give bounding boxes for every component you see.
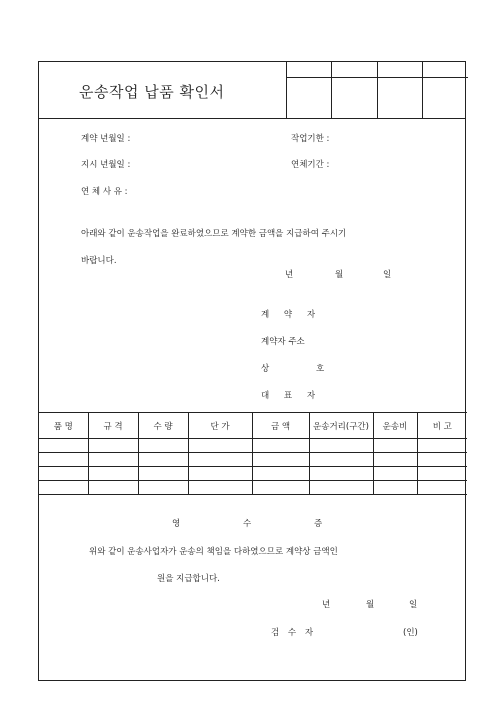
table-cell — [138, 467, 188, 481]
date-year: 년 — [285, 270, 294, 280]
items-table — [39, 412, 467, 495]
table-cell — [88, 481, 138, 495]
table-cell — [39, 439, 88, 453]
table-cell — [309, 439, 373, 453]
form-title: 운송작업 납품 확인서 — [79, 83, 225, 101]
receipt-title-char-3: 증 — [314, 519, 323, 529]
table-cell — [188, 467, 252, 481]
delay-period-label: 연체기간 : — [291, 160, 330, 170]
contractor-label: 계 약 자 — [261, 310, 322, 320]
request-text-line2: 바랍니다. — [81, 256, 117, 266]
order-date-label: 지시 년월일 : — [81, 160, 131, 170]
approval-cell — [287, 78, 332, 118]
table-row — [39, 439, 467, 453]
receipt-title-char-1: 영 — [172, 519, 181, 529]
table-cell — [373, 439, 417, 453]
table-cell — [39, 467, 88, 481]
table-cell — [417, 481, 467, 495]
table-cell — [188, 439, 252, 453]
table-cell — [188, 453, 252, 467]
table-cell — [252, 467, 309, 481]
table-cell — [417, 453, 467, 467]
contract-date-label: 계약 년월일 : — [81, 134, 131, 144]
approval-cell — [423, 62, 468, 78]
table-cell — [39, 453, 88, 467]
table-row — [39, 453, 467, 467]
table-cell — [252, 453, 309, 467]
confirmation-form — [38, 61, 466, 681]
col-header-amount: 금 액 — [252, 413, 309, 439]
table-cell — [309, 467, 373, 481]
col-header-unit-price: 단 가 — [188, 413, 252, 439]
approval-box — [286, 62, 468, 118]
col-header-remarks: 비 고 — [417, 413, 467, 439]
contractor-address-label: 계약자 주소 — [261, 337, 305, 347]
table-cell — [188, 481, 252, 495]
company-name-label-2: 호 — [316, 364, 325, 374]
table-cell — [88, 467, 138, 481]
table-cell — [39, 481, 88, 495]
approval-cell — [423, 78, 468, 118]
header-divider — [39, 118, 465, 119]
receipt-text-line2: 원을 지급합니다. — [157, 574, 220, 584]
approval-cell — [332, 62, 378, 78]
table-cell — [373, 467, 417, 481]
table-cell — [309, 481, 373, 495]
col-header-transport-fee: 운송비 — [373, 413, 417, 439]
approval-cell — [378, 78, 423, 118]
receipt-title-char-2: 수 — [243, 519, 252, 529]
col-header-quantity: 수 량 — [138, 413, 188, 439]
table-cell — [373, 453, 417, 467]
table-row — [39, 467, 467, 481]
company-name-label-1: 상 — [261, 364, 270, 374]
representative-label: 대 표 자 — [261, 391, 322, 401]
receipt-date-day: 일 — [409, 600, 418, 610]
table-cell — [88, 453, 138, 467]
table-cell — [252, 439, 309, 453]
approval-cell — [287, 62, 332, 78]
request-text-line1: 아래와 같이 운송작업을 완료하였으므로 계약한 금액을 지급하여 주시기 — [81, 229, 347, 239]
table-cell — [138, 453, 188, 467]
table-cell — [252, 481, 309, 495]
table-cell — [138, 481, 188, 495]
table-cell — [417, 439, 467, 453]
receipt-text-line1: 위와 같이 운송사업자가 운송의 책임을 다하였으므로 계약상 금액인 — [89, 547, 338, 557]
inspector-label: 검 수 자 — [271, 628, 317, 638]
work-period-label: 작업기한 : — [291, 134, 330, 144]
approval-cell — [378, 62, 423, 78]
receipt-date-year: 년 — [322, 600, 331, 610]
table-cell — [138, 439, 188, 453]
receipt-date-month: 월 — [366, 600, 375, 610]
table-header-row — [39, 413, 467, 439]
table-cell — [373, 481, 417, 495]
date-day: 일 — [383, 270, 392, 280]
table-cell — [88, 439, 138, 453]
approval-cell — [332, 78, 378, 118]
seal-mark: (인) — [403, 628, 418, 638]
date-month: 월 — [335, 270, 344, 280]
table-cell — [417, 467, 467, 481]
col-header-item: 품 명 — [39, 413, 88, 439]
col-header-spec: 규 격 — [88, 413, 138, 439]
table-row — [39, 481, 467, 495]
delay-reason-label: 연 체 사 유 : — [81, 187, 128, 197]
col-header-distance: 운송거리(구간) — [309, 413, 373, 439]
table-cell — [309, 453, 373, 467]
